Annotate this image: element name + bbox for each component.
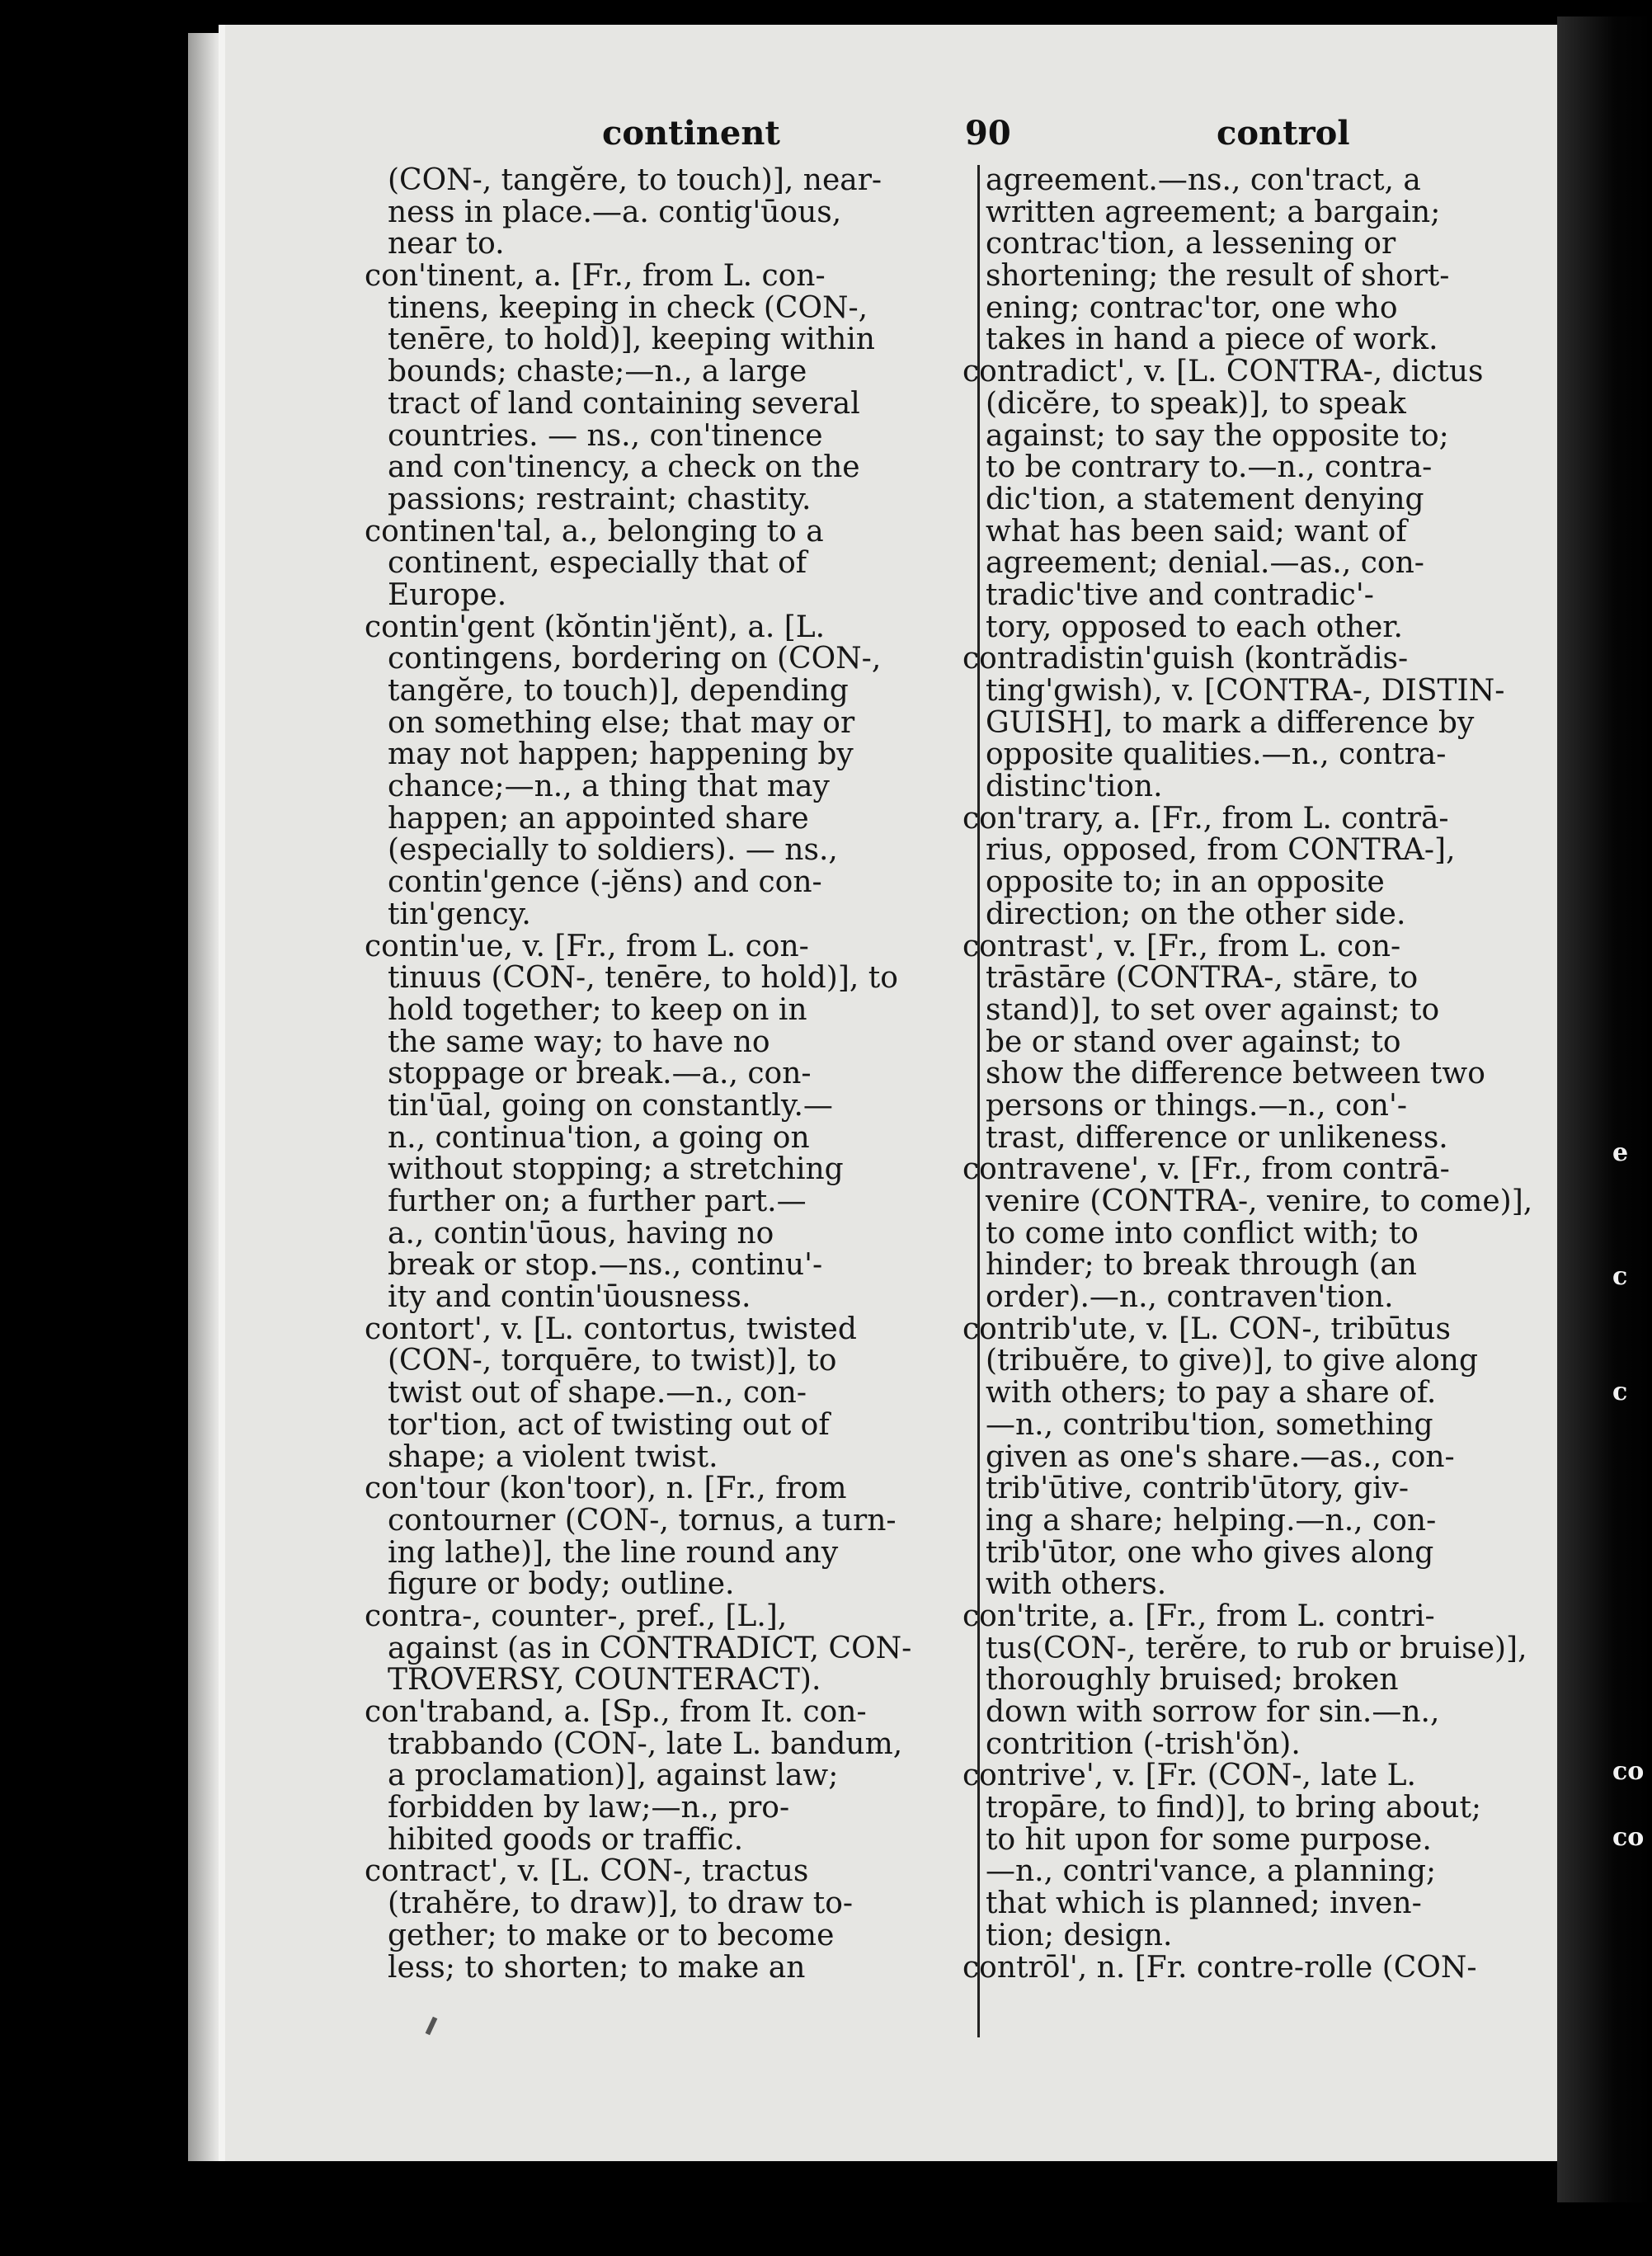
entry-text-line: show the difference between two — [986, 1057, 1485, 1091]
column-rule — [977, 165, 980, 2037]
entry-headword-line: con'trite, a. [Fr., from L. contri- — [962, 1599, 1435, 1633]
entry-text-line: hibited goods or traffic. — [388, 1822, 744, 1857]
entry-headword-line: contract', v. [L. CON-, tractus — [365, 1854, 809, 1889]
left-column — [365, 163, 965, 1985]
entry-text-line: down with sorrow for sin.—n., — [986, 1695, 1440, 1729]
entry-text-line: what has been said; want of — [986, 514, 1407, 549]
entry-text-line: contingens, bordering on (CON-, — [388, 642, 882, 676]
entry-text-line: tory, opposed to each other. — [986, 610, 1403, 644]
entry-text-line: figure or body; outline. — [388, 1567, 735, 1602]
entry-text-line: tropāre, to find)], to bring about; — [986, 1791, 1482, 1825]
entry-text-line: (CON-, torquēre, to twist)], to — [388, 1344, 837, 1378]
entry-text-line: thoroughly bruised; broken — [986, 1663, 1399, 1698]
edge-letter: co — [1612, 1757, 1645, 1786]
entry-headword-line: contin'gent (kŏntin'jĕnt), a. [L. — [365, 610, 826, 644]
entry-text-line: agreement; denial.—as., con- — [986, 546, 1424, 581]
entry-text-line: direction; on the other side. — [986, 897, 1406, 931]
entry-text-line: ening; contrac'tor, one who — [986, 290, 1398, 325]
entry-headword-line: contravene', v. [Fr., from contrā- — [962, 1152, 1450, 1187]
entry-text-line: tenēre, to hold)], keeping within — [388, 323, 875, 357]
entry-headword-line: con'traband, a. [Sp., from It. con- — [365, 1695, 867, 1729]
entry-text-line: given as one's share.—as., con- — [986, 1439, 1455, 1474]
entry-headword-line: contort', v. [L. contortus, twisted — [365, 1312, 857, 1346]
entry-text-line: trast, difference or unlikeness. — [986, 1120, 1448, 1155]
entry-text-line: (tribuĕre, to give)], to give along — [986, 1344, 1479, 1378]
entry-text-line: near to. — [388, 227, 505, 261]
edge-letter: c — [1612, 1262, 1628, 1291]
entry-text-line: tin'gency. — [388, 897, 531, 931]
entry-text-line: and con'tinency, a check on the — [388, 450, 860, 485]
entry-text-line: trabbando (CON-, late L. bandum, — [388, 1726, 903, 1761]
next-page-edge — [1596, 1138, 1652, 2046]
entry-text-line: ing lathe)], the line round any — [388, 1535, 839, 1570]
entry-text-line: tion; design. — [986, 1918, 1173, 1952]
entry-text-line: ing a share; helping.—n., con- — [986, 1503, 1437, 1538]
entry-text-line: tin'ūal, going on constantly.— — [388, 1088, 833, 1123]
entry-text-line: hinder; to break through (an — [986, 1248, 1417, 1283]
entry-text-line: passions; restraint; chastity. — [388, 482, 812, 516]
entry-text-line: stand)], to set over against; to — [986, 992, 1440, 1027]
entry-headword-line: contrive', v. [Fr. (CON-, late L. — [962, 1759, 1416, 1793]
entry-headword-line: con'trary, a. [Fr., from L. contrā- — [962, 801, 1449, 836]
entry-text-line: gether; to make or to become — [388, 1918, 835, 1952]
entry-text-line: continent, especially that of — [388, 546, 807, 581]
entry-text-line: Europe. — [388, 577, 507, 612]
entry-text-line: tinens, keeping in check (CON-, — [388, 290, 868, 325]
entry-headword-line: continen'tal, a., belonging to a — [365, 514, 824, 549]
entry-text-line: the same way; to have no — [388, 1024, 770, 1059]
entry-text-line: venire (CONTRA-, venire, to come)], — [986, 1185, 1533, 1218]
entry-text-line: persons or things.—n., con'- — [986, 1088, 1408, 1123]
entry-text-line: trib'ūtive, contrib'ūtory, giv- — [986, 1472, 1410, 1506]
entry-text-line: tangĕre, to touch)], depending — [388, 674, 849, 708]
entry-text-line: happen; an appointed share — [388, 801, 809, 836]
entry-text-line: against; to say the opposite to; — [986, 418, 1449, 453]
entry-text-line: less; to shorten; to make an — [388, 1950, 806, 1985]
entry-text-line: stoppage or break.—a., con- — [388, 1057, 812, 1091]
entry-headword-line: contradict', v. [L. CONTRA-, dictus — [962, 355, 1484, 389]
entry-text-line: contrac'tion, a lessening or — [986, 227, 1396, 261]
entry-headword-line: con'tinent, a. [Fr., from L. con- — [365, 259, 826, 294]
entry-text-line: takes in hand a piece of work. — [986, 323, 1438, 357]
page-number: 90 — [965, 114, 1011, 153]
entry-text-line: rius, opposed, from CONTRA-], — [986, 833, 1456, 868]
entry-text-line: dic'tion, a statement denying — [986, 482, 1424, 516]
entry-text-line: chance;—n., a thing that may — [388, 770, 830, 804]
entry-text-line: ness in place.—a. contig'ūous, — [388, 195, 842, 229]
entry-text-line: (trahĕre, to draw)], to draw to- — [388, 1886, 854, 1921]
entry-text-line: trāstāre (CONTRA-, stāre, to — [986, 961, 1419, 996]
entry-text-line: to hit upon for some purpose. — [986, 1822, 1432, 1857]
entry-text-line: to come into conflict with; to — [986, 1216, 1419, 1250]
entry-text-line: GUISH], to mark a difference by — [986, 705, 1475, 740]
entry-text-line: a proclamation)], against law; — [388, 1759, 839, 1793]
entry-headword-line: contrib'ute, v. [L. CON-, tribūtus — [962, 1312, 1451, 1346]
entry-headword-line: contradistin'guish (kontrădis- — [962, 642, 1409, 676]
entry-text-line: —n., contri'vance, a planning; — [986, 1854, 1437, 1889]
entry-text-line: (especially to soldiers). — ns., — [388, 833, 838, 868]
entry-text-line: contourner (CON-, tornus, a turn- — [388, 1503, 897, 1538]
entry-text-line: tract of land containing several — [388, 386, 860, 421]
running-head-right: control — [1217, 114, 1350, 153]
entry-text-line: ting'gwish), v. [CONTRA-, DISTIN- — [986, 674, 1505, 708]
entry-text-line: with others; to pay a share of. — [986, 1376, 1437, 1411]
entry-text-line: (CON-, tangĕre, to touch)], near- — [388, 163, 882, 197]
right-column — [962, 163, 1563, 1985]
entry-text-line: (dicĕre, to speak)], to speak — [986, 386, 1406, 421]
entry-text-line: contrition (-trish'ŏn). — [986, 1726, 1301, 1761]
entry-text-line: to be contrary to.—n., contra- — [986, 450, 1433, 485]
entry-text-line: on something else; that may or — [388, 705, 855, 740]
entry-text-line: that which is planned; inven- — [986, 1886, 1422, 1921]
entry-text-line: n., continua'tion, a going on — [388, 1120, 810, 1155]
entry-text-line: against (as in CONTRADICT, CON- — [388, 1631, 912, 1665]
entry-text-line: distinc'tion. — [986, 770, 1163, 804]
edge-letter: c — [1612, 1378, 1628, 1406]
entry-text-line: tor'tion, act of twisting out of — [388, 1407, 830, 1442]
entry-headword-line: contin'ue, v. [Fr., from L. con- — [365, 929, 809, 963]
entry-text-line: break or stop.—ns., continu'- — [388, 1248, 823, 1283]
entry-text-line: opposite qualities.—n., contra- — [986, 737, 1447, 772]
entry-text-line: order).—n., contraven'tion. — [986, 1280, 1394, 1315]
entry-text-line: countries. — ns., con'tinence — [388, 418, 823, 453]
entry-text-line: hold together; to keep on in — [388, 992, 807, 1027]
entry-text-line: ity and contin'ūousness. — [388, 1280, 751, 1315]
entry-text-line: a., contin'ūous, having no — [388, 1216, 774, 1250]
entry-text-line: contin'gence (-jĕns) and con- — [388, 865, 822, 900]
entry-text-line: shape; a violent twist. — [388, 1439, 718, 1474]
edge-letter: e — [1612, 1138, 1629, 1167]
running-head-left: continent — [602, 114, 780, 153]
entry-text-line: bounds; chaste;—n., a large — [388, 355, 807, 389]
entry-headword-line: contrōl', n. [Fr. contre-rolle (CON- — [962, 1950, 1477, 1985]
entry-text-line: tradic'tive and contradic'- — [986, 577, 1374, 612]
entry-text-line: forbidden by law;—n., pro- — [388, 1791, 790, 1825]
entry-headword-line: contra-, counter-, pref., [L.], — [365, 1599, 788, 1633]
entry-text-line: trib'ūtor, one who gives along — [986, 1535, 1434, 1570]
entry-text-line: be or stand over against; to — [986, 1024, 1401, 1059]
entry-text-line: without stopping; a stretching — [388, 1152, 844, 1187]
entry-text-line: shortening; the result of short- — [986, 259, 1450, 294]
entry-text-line: tus(CON-, terĕre, to rub or bruise)], — [986, 1631, 1527, 1665]
entry-text-line: TROVERSY, COUNTERACT). — [388, 1663, 821, 1698]
entry-text-line: further on; a further part.— — [388, 1185, 807, 1218]
entry-text-line: tinuus (CON-, tenēre, to hold)], to — [388, 961, 898, 996]
entry-text-line: opposite to; in an opposite — [986, 865, 1385, 900]
entry-text-line: twist out of shape.—n., con- — [388, 1376, 807, 1411]
entry-text-line: written agreement; a bargain; — [986, 195, 1441, 229]
edge-letter: co — [1612, 1823, 1645, 1852]
entry-text-line: with others. — [986, 1567, 1167, 1602]
entry-text-line: agreement.—ns., con'tract, a — [986, 163, 1421, 197]
entry-headword-line: contrast', v. [Fr., from L. con- — [962, 929, 1401, 963]
entry-text-line: may not happen; happening by — [388, 737, 854, 772]
entry-text-line: —n., contribu'tion, something — [986, 1407, 1433, 1442]
entry-headword-line: con'tour (kon'toor), n. [Fr., from — [365, 1472, 847, 1506]
